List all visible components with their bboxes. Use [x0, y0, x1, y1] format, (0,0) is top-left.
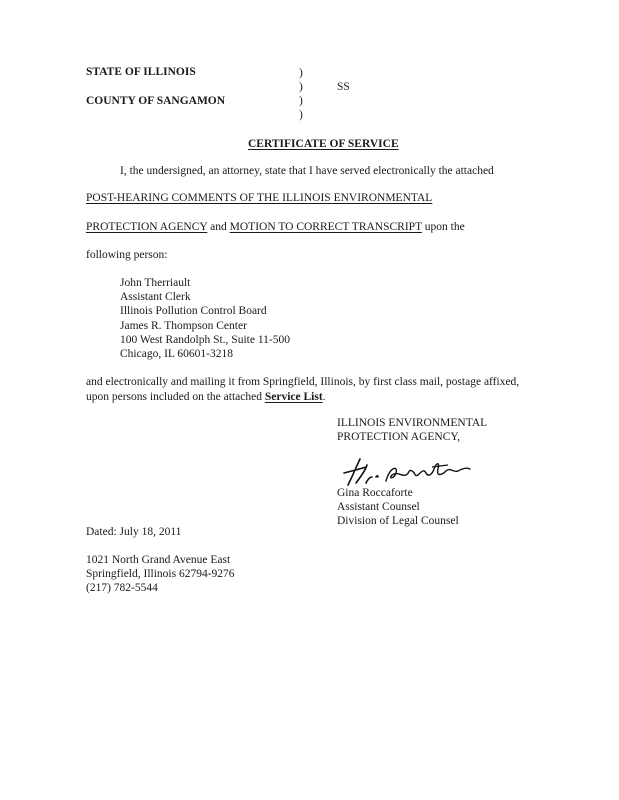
- intro-text: I, the undersigned, an attorney, state that I have served electronically the attached: [120, 165, 494, 177]
- recipient-name: John Therriault: [120, 277, 191, 289]
- recipient-street: 100 West Randolph St., Suite 11-500: [120, 333, 290, 346]
- address-street: 1021 North Grand Avenue East: [86, 554, 231, 566]
- signer-block: [337, 486, 459, 529]
- document-one-title: POST-HEARING COMMENTS OF THE ILLINOIS ENVIRONMENTAL: [86, 192, 433, 204]
- ss-label: SS: [337, 81, 350, 93]
- address-phone: (217) 782-5544: [86, 582, 158, 595]
- signer-division: Division of Legal Counsel: [337, 515, 459, 528]
- county-caption: COUNTY OF SANGAMON: [86, 95, 226, 107]
- closing-text: and electronically and mailing it from Springfield, Illinois, by first class mail, postage affixed, upon persons included on the attached: [86, 376, 520, 403]
- state-caption: STATE OF ILLINOIS: [86, 66, 196, 78]
- caption-paren: ): [299, 67, 303, 79]
- caption-paren: ): [299, 95, 303, 107]
- upon-text: upon the: [424, 221, 465, 233]
- documents-line: [86, 221, 465, 233]
- agency-line-2: PROTECTION AGENCY,: [337, 431, 461, 444]
- closing-period: .: [322, 391, 326, 403]
- date-line: Dated: July 18, 2011: [86, 526, 182, 538]
- agency-block: [337, 416, 487, 444]
- closing-paragraph: [86, 375, 526, 405]
- document-one-title-cont: PROTECTION AGENCY: [86, 221, 208, 233]
- document-two-title: MOTION TO CORRECT TRANSCRIPT: [229, 221, 422, 233]
- address-city: Springfield, Illinois 62794-9276: [86, 568, 235, 581]
- service-list-link: Service List: [264, 391, 323, 403]
- caption-paren: ): [299, 109, 303, 121]
- recipient-city: Chicago, IL 60601-3218: [120, 348, 233, 361]
- agency-line-1: ILLINOIS ENVIRONMENTAL: [337, 417, 488, 429]
- following-text: following person:: [86, 249, 168, 261]
- signer-name: Gina Roccaforte: [337, 487, 413, 499]
- recipient-title: Assistant Clerk: [120, 291, 191, 304]
- document-title: CERTIFICATE OF SERVICE: [248, 138, 399, 150]
- caption-paren: ): [299, 81, 303, 93]
- recipient-building: James R. Thompson Center: [120, 319, 247, 332]
- signer-title: Assistant Counsel: [337, 501, 420, 514]
- agency-address: [86, 553, 235, 596]
- recipient-address: [120, 276, 290, 361]
- and-text: and: [210, 221, 227, 233]
- recipient-org: Illinois Pollution Control Board: [120, 305, 267, 318]
